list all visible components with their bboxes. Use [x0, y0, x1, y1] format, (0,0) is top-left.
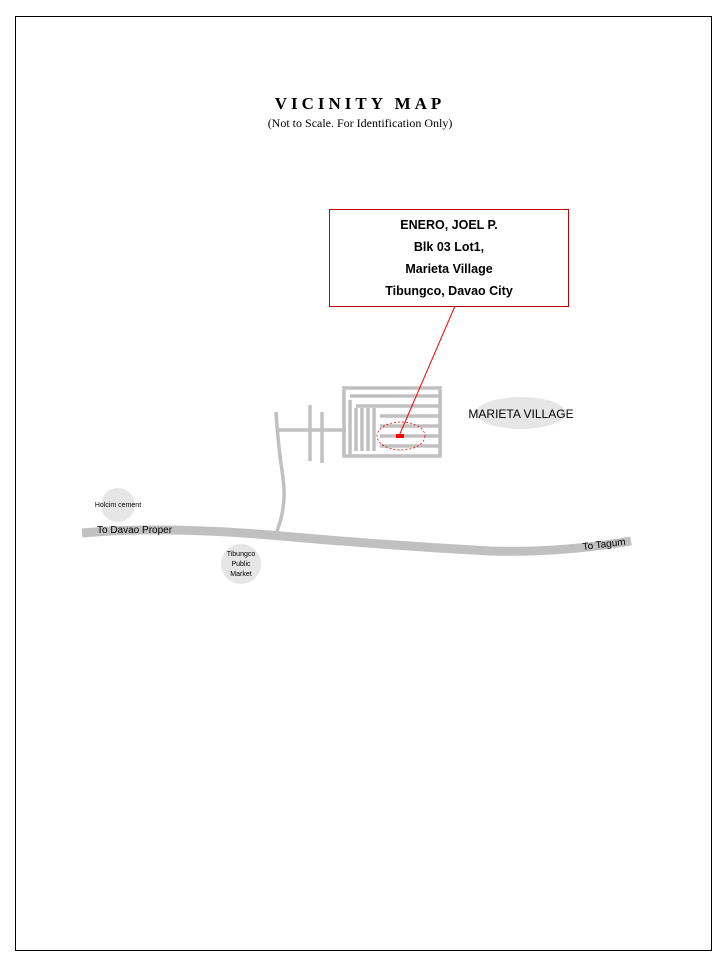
- holcim-label: Holcim cement: [94, 502, 142, 509]
- subdivision-block: [344, 388, 440, 456]
- block-lot: Blk 03 Lot1,: [413, 240, 485, 254]
- market-label-line3: Market: [230, 571, 252, 578]
- map-subtitle: (Not to Scale. For Identification Only): [267, 116, 453, 130]
- market-label-line2: Public: [231, 561, 251, 568]
- market-label-line1: Tibungco: [226, 551, 256, 558]
- lot-info-box: [329, 209, 569, 307]
- marieta-village-label: MARIETA VILLAGE: [468, 407, 574, 421]
- location-name: Tibungco, Davao City: [385, 284, 513, 298]
- owner-name: ENERO, JOEL P.: [400, 218, 498, 232]
- to-tagum-label: To Tagum: [582, 536, 627, 553]
- village-name: Marieta Village: [405, 262, 493, 276]
- map-title: VICINITY MAP: [274, 94, 446, 113]
- to-davao-proper-label: To Davao Proper: [97, 525, 173, 536]
